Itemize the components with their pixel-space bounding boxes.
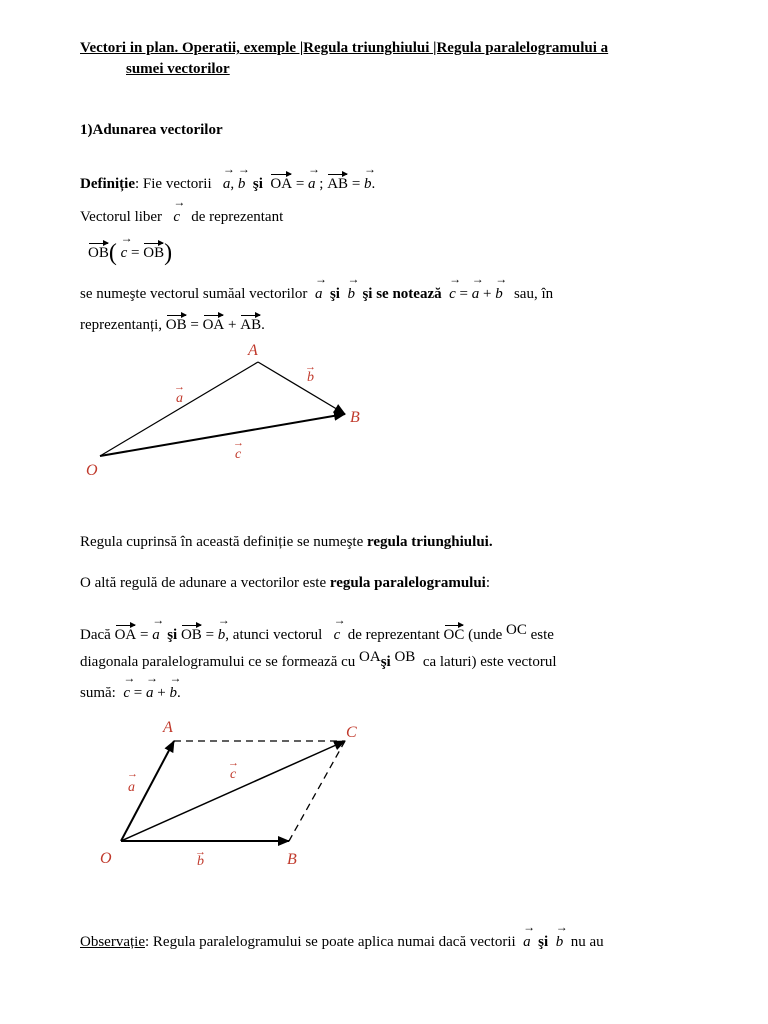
vector-c: → c bbox=[173, 195, 186, 225]
vector-ob: OB bbox=[143, 245, 165, 261]
atunci-text: , atunci vectorul bbox=[225, 627, 323, 643]
reprezentant-text: de reprezentant bbox=[347, 627, 440, 643]
reprezentant-text: de reprezentant bbox=[191, 209, 284, 225]
section-heading-adunarea: 1)Adunarea vectorilor bbox=[80, 122, 223, 138]
reprezentanti-text: reprezentanți, bbox=[80, 317, 163, 333]
reprezentanti-line bbox=[80, 317, 265, 334]
oc-segment: OC bbox=[506, 622, 527, 638]
si-word: şi bbox=[252, 176, 263, 192]
eq-sign: = bbox=[295, 176, 305, 192]
label-vec-a bbox=[127, 768, 138, 795]
parallelogram-rule-paragraph bbox=[80, 575, 490, 592]
este-text: este bbox=[530, 627, 554, 643]
vector-c: → c bbox=[449, 272, 462, 302]
vector-oc-line bbox=[121, 741, 345, 841]
label-vec-b bbox=[195, 846, 206, 869]
vector-a: → a bbox=[523, 920, 536, 950]
page-title-line2: sumei vectorilor bbox=[126, 61, 230, 77]
vector-b: → b bbox=[237, 162, 250, 192]
oa-segment: OA bbox=[359, 649, 381, 665]
vector-b: → b bbox=[169, 671, 182, 701]
diagonal-text: diagonala paralelogramului ce se formează cu bbox=[80, 654, 356, 670]
svg-text:b: b bbox=[197, 854, 204, 869]
period: . bbox=[261, 317, 265, 333]
unde-text: (unde bbox=[468, 627, 503, 643]
vector-ab-line bbox=[258, 362, 345, 414]
vector-a: → a bbox=[145, 671, 158, 701]
nu-au-text: nu au bbox=[570, 934, 604, 950]
parallelogram-rule-bold: regula paralelogramului bbox=[329, 575, 486, 591]
vector-b: → b bbox=[495, 272, 508, 302]
label-vec-a bbox=[174, 381, 185, 406]
ob-segment: OB bbox=[394, 649, 416, 665]
triangle-rule-text: Regula cuprinsă în această definiție se numeşte bbox=[80, 534, 364, 550]
definition-lead: : Fie vectorii bbox=[134, 176, 212, 192]
vector-ob: OB bbox=[88, 245, 109, 261]
point-b-label: B bbox=[287, 851, 297, 868]
semicolon: ; bbox=[319, 176, 324, 192]
svg-text:→: → bbox=[127, 768, 138, 780]
label-vec-c bbox=[228, 757, 239, 782]
daca-word: Dacă bbox=[80, 627, 111, 643]
vector-ab: AB bbox=[327, 176, 349, 192]
plus-sign: + bbox=[483, 286, 492, 302]
svg-text:a: a bbox=[176, 391, 183, 406]
si-word: şi bbox=[329, 286, 340, 302]
vector-liber-text: Vectorul liber bbox=[80, 209, 163, 225]
plus-sign: + bbox=[157, 685, 166, 701]
point-a-label: A bbox=[163, 719, 173, 736]
vector-c: → c bbox=[333, 613, 346, 643]
observatie-line bbox=[80, 920, 604, 951]
eq-sign: = bbox=[139, 627, 149, 643]
vector-ob-line bbox=[100, 414, 345, 456]
vector-a: → a bbox=[314, 272, 327, 302]
point-c-label: C bbox=[346, 724, 357, 741]
daca-line bbox=[80, 613, 554, 644]
label-vec-c bbox=[233, 437, 244, 462]
page-title-line1: Vectori in plan. Operatii, exemple |Regula triunghiului |Regula paralelogramului a bbox=[80, 40, 609, 56]
period: . bbox=[371, 176, 376, 192]
vector-a: → a bbox=[152, 613, 165, 643]
eq-sign: = bbox=[133, 685, 143, 701]
triangle-rule-paragraph bbox=[80, 534, 493, 551]
parallelogram-rule-diagram bbox=[90, 710, 380, 875]
suma-line bbox=[80, 671, 182, 702]
definition-label: Definiție bbox=[80, 176, 135, 192]
vector-c: → c bbox=[120, 231, 133, 261]
sum-text3: sau, în bbox=[513, 286, 554, 302]
observatie-label: Observație bbox=[80, 934, 145, 950]
eq-sign: = bbox=[131, 245, 140, 261]
eq-sign: = bbox=[351, 176, 361, 192]
svg-text:→: → bbox=[174, 381, 185, 393]
svg-text:→: → bbox=[228, 757, 239, 769]
diagonal-line bbox=[80, 649, 557, 671]
svg-text:c: c bbox=[230, 767, 237, 782]
eq-sign: = bbox=[190, 317, 199, 333]
point-a-label: A bbox=[248, 342, 258, 359]
observatie-text: : Regula paralelogramului se poate aplica numai dacă vectorii bbox=[144, 934, 516, 950]
vector-oa: OA bbox=[114, 627, 137, 643]
parallelogram-rule-text: O altă regulă de adunare a vectorilor este bbox=[80, 575, 327, 591]
vector-oa: OA bbox=[202, 317, 225, 333]
colon: : bbox=[485, 575, 491, 591]
vector-ab: AB bbox=[240, 317, 262, 333]
period: . bbox=[176, 685, 181, 701]
dashed-side-bc bbox=[289, 741, 345, 841]
si-word: şi bbox=[380, 654, 391, 670]
close-paren: ) bbox=[164, 240, 173, 266]
vector-liber-line bbox=[80, 195, 284, 226]
vector-b: → b bbox=[347, 272, 360, 302]
vector-c: → c bbox=[123, 671, 136, 701]
eq-sign: = bbox=[459, 286, 468, 302]
point-b-label: B bbox=[350, 409, 360, 426]
sum-definition-line bbox=[80, 272, 554, 303]
vector-b: → b bbox=[555, 920, 568, 950]
svg-text:b: b bbox=[307, 370, 314, 385]
point-o-label: O bbox=[100, 850, 112, 867]
ob-representative-line bbox=[88, 231, 173, 267]
comma: , bbox=[230, 176, 235, 192]
vector-oa: OA bbox=[270, 176, 293, 192]
point-o-label: O bbox=[86, 462, 98, 479]
label-vec-b bbox=[305, 361, 316, 385]
svg-text:c: c bbox=[235, 447, 242, 462]
laturi-text: ca laturi) este vectorul bbox=[422, 654, 557, 670]
sum-text1: se numeşte vectorul sumăal vectorilor bbox=[80, 286, 308, 302]
vector-b: → b bbox=[364, 162, 377, 192]
vector-oc: OC bbox=[443, 627, 465, 643]
triangle-rule-diagram bbox=[70, 335, 390, 485]
sum-text2: şi se notează bbox=[362, 286, 442, 302]
vector-ob: OB bbox=[180, 627, 202, 643]
si-word: şi bbox=[167, 627, 178, 643]
vector-a: → a bbox=[222, 162, 235, 192]
suma-text: sumă: bbox=[80, 685, 116, 701]
eq-sign: = bbox=[205, 627, 215, 643]
vector-a: → a bbox=[471, 272, 484, 302]
triangle-rule-bold: regula triunghiului. bbox=[366, 534, 493, 550]
svg-text:→: → bbox=[233, 437, 244, 449]
svg-text:a: a bbox=[128, 780, 135, 795]
svg-text:→: → bbox=[305, 361, 316, 373]
vector-b: → b bbox=[217, 613, 230, 643]
vector-ob: OB bbox=[165, 317, 187, 333]
definition-line bbox=[80, 162, 377, 193]
vector-a: → a bbox=[308, 162, 321, 192]
svg-text:→: → bbox=[195, 846, 206, 858]
open-paren: ( bbox=[108, 240, 117, 266]
plus-sign: + bbox=[228, 317, 237, 333]
si-word: şi bbox=[538, 934, 549, 950]
